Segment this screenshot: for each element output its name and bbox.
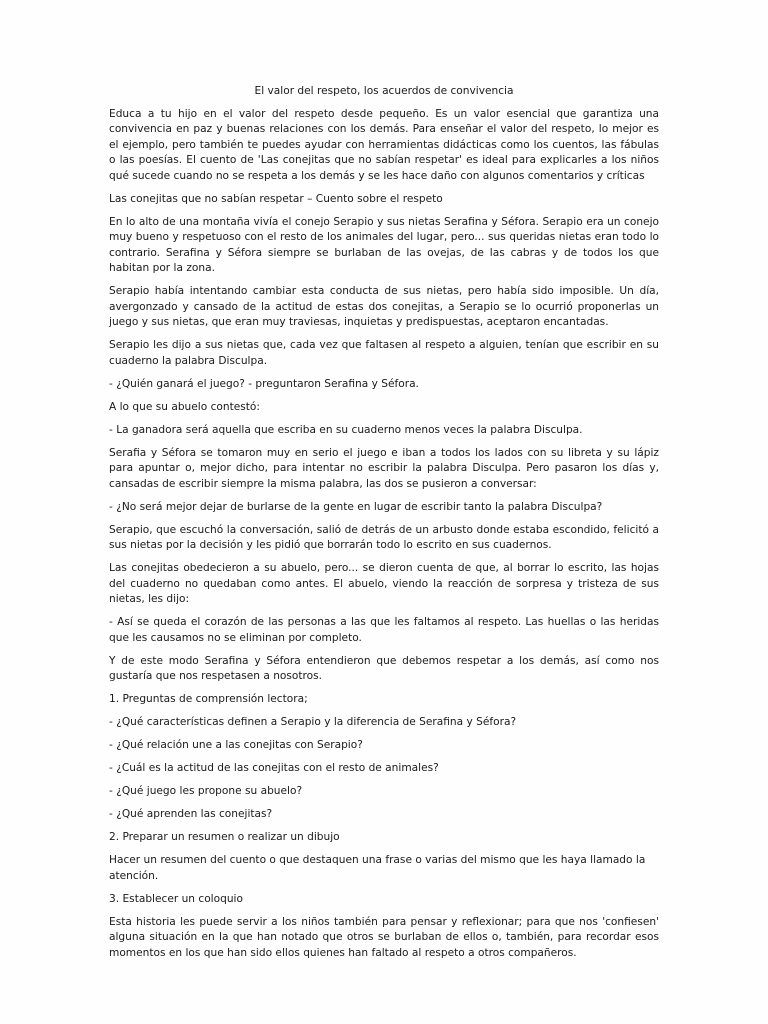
intro-paragraph: Educa a tu hijo en el valor del respeto desde pequeño. Es un valor esencial que garantiza una convivencia en paz y buenas relaciones con los demás. Para enseñar el valor del respeto, lo mejor es el ejemplo, pero también te puedes ayudar con herramientas didácticas como los cuentos, las fábulas o las poesías. El cuento de 'Las conejitas que no sabían respetar' es ideal para explicarles a los niños qué sucede cuando no se respeta a los demás y se les hace daño con algunos comentarios y críticas [109, 107, 659, 182]
section-paragraph: Hacer un resumen del cuento o que destaquen una frase o varias del mismo que les haya llamado la atención. [109, 854, 646, 882]
dialogue-line: - ¿Quién ganará el juego? - preguntaron Serafina y Séfora. [109, 377, 419, 390]
section-heading: 3. Establecer un coloquio [109, 892, 243, 905]
question-item: - ¿Qué características definen a Serapio y la diferencia de Serafina y Séfora? [109, 716, 517, 728]
story-heading: Las conejitas que no sabían respetar – Cuento sobre el respeto [109, 192, 443, 205]
story-paragraph: Las conejitas obedecieron a su abuelo, pero... se dieron cuenta de que, al borrar lo escrito, las hojas del cuaderno no quedaban como antes. El abuelo, viendo la reacción de sorpresa y tristeza de sus nietas, les dijo: [109, 562, 659, 605]
document-title: El valor del respeto, los acuerdos de convivencia [254, 85, 514, 97]
story-paragraph: A lo que su abuelo contestó: [109, 400, 260, 413]
dialogue-line: - ¿No será mejor dejar de burlarse de la gente en lugar de escribir tanto la palabra Disculpa? [109, 500, 603, 513]
question-item: - ¿Cuál es la actitud de las conejitas con el resto de animales? [109, 762, 439, 774]
dialogue-line: - Así se queda el corazón de las personas a las que les faltamos al respeto. Las huellas o las heridas que les causamos no se eliminan por completo. [109, 616, 659, 644]
story-paragraph: Serafia y Séfora se tomaron muy en serio el juego e iban a todos los lados con su libreta y su lápiz para apuntar o, mejor dicho, para intentar no escribir la palabra Disculpa. Pero pasaron los días y, cansadas de escribir siempre la misma palabra, las dos se pusieron a conversar: [109, 446, 659, 490]
question-item: - ¿Qué aprenden las conejitas? [109, 808, 273, 820]
story-paragraph: Serapio había intentando cambiar esta conducta de sus nietas, pero había sido imposible. Un día, avergonzado y cansado de la actitud de estas dos conejitas, a Serapio se lo ocurrió proponerlas un juego y sus nietas, que eran muy traviesas, inquietas y predispuestas, aceptaron encantadas. [109, 285, 659, 328]
story-paragraph: Serapio les dijo a sus nietas que, cada vez que faltasen al respeto a alguien, tenían que escribir en su cuaderno la palabra Disculpa. [109, 339, 659, 367]
section-heading: 1. Preguntas de comprensión lectora; [109, 693, 308, 705]
section-paragraph: Esta historia les puede servir a los niños también para pensar y reflexionar; para que nos 'confiesen' alguna situación en la que han notado que otros se burlaban de ellos o, también, para recordar esos momentos en los que han sido ellos quienes han faltado al respeto a otros compañeros. [109, 915, 659, 959]
question-item: - ¿Qué juego les propone su abuelo? [109, 785, 303, 797]
question-item: - ¿Qué relación une a las conejitas con Serapio? [109, 739, 363, 751]
story-paragraph: Serapio, que escuchó la conversación, salió de detrás de un arbusto donde estaba escondido, felicitó a sus nietas por la decisión y les pidió que borrarán todo lo escrito en sus cuadernos. [109, 523, 659, 551]
story-paragraph: Y de este modo Serafina y Séfora entendieron que debemos respetar a los demás, así como nos gustaría que nos respetasen a nosotros. [109, 654, 659, 682]
story-paragraph: En lo alto de una montaña vivía el conejo Serapio y sus nietas Serafina y Séfora. Serapio era un conejo muy bueno y respetuoso con el resto de los animales del lugar, pero... sus queridas nietas eran todo lo contrario. Serafina y Séfora siempre se burlaban de las ovejas, de las cabras y de todos los que habitan por la zona. [109, 215, 659, 274]
dialogue-line: - La ganadora será aquella que escriba en su cuaderno menos veces la palabra Disculpa. [109, 423, 583, 436]
section-heading: 2. Preparar un resumen o realizar un dibujo [109, 831, 340, 843]
